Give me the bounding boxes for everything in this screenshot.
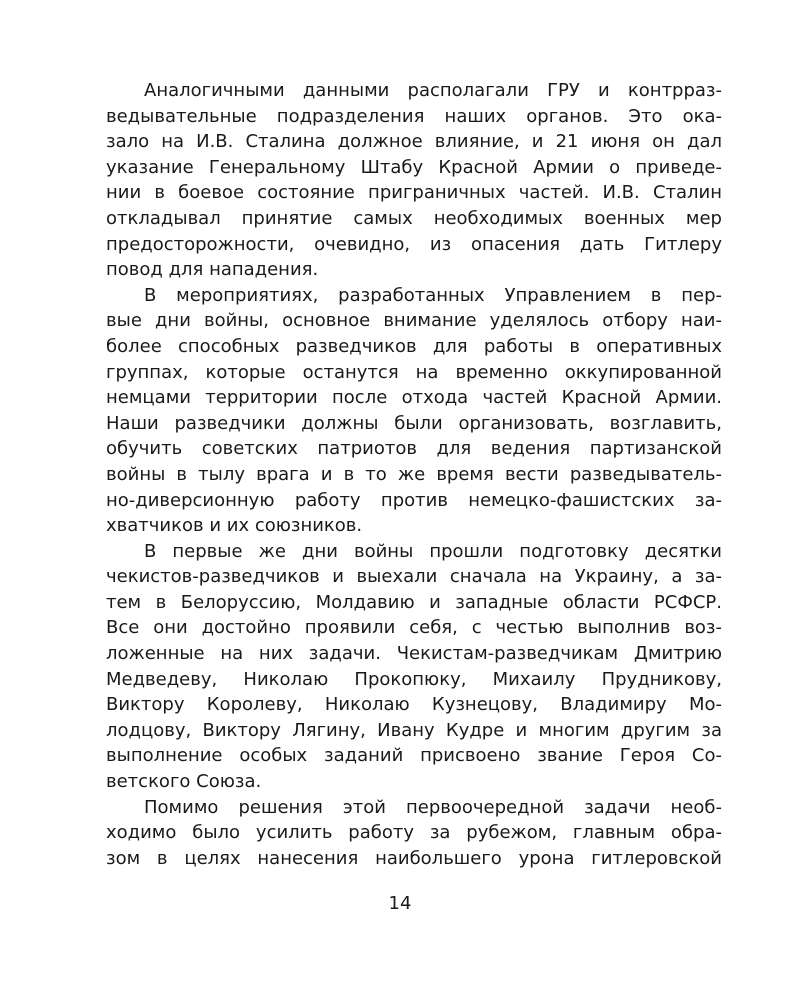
paragraph — [106, 283, 722, 539]
text-line: Аналогичными данными располагали ГРУ и контрраз- — [144, 80, 722, 101]
text-line: предосторожности, очевидно, из опасения дать Гитлеру — [106, 233, 722, 255]
page-number: 14 — [388, 893, 412, 914]
text-line: Виктору Королеву, Николаю Кузнецову, Владимиру Мо- — [106, 694, 722, 716]
text-line: более способных разведчиков для работы в оперативных — [106, 335, 722, 357]
text-line: чекистов-разведчиков и выехали сначала на Украину, а за- — [106, 566, 722, 588]
text-line: ложенные на них задачи. Чекистам-разведчикам Дмитрию — [106, 643, 722, 665]
text-line: немцами территории после отхода частей Красной Армии. — [106, 387, 722, 409]
text-line: В первые же дни войны прошли подготовку десятки — [144, 540, 722, 562]
text-line: выполнение особых заданий присвоено звание Героя Со- — [106, 745, 722, 767]
text-line: обучить советских патриотов для ведения партизанской — [106, 438, 722, 460]
paragraph — [106, 539, 722, 795]
body-text — [106, 78, 722, 871]
text-line: указание Генеральному Штабу Красной Армии о приведе- — [106, 156, 722, 178]
text-line: зом в целях нанесения наибольшего урона гитлеровской — [106, 847, 722, 869]
text-line: Наши разведчики должны были организовать, возглавить, — [106, 412, 722, 434]
text-line: но-диверсионную работу против немецко-фашистских за- — [106, 489, 722, 511]
text-line: повод для нападения. — [106, 259, 319, 281]
text-line: ветского Союза. — [106, 771, 262, 793]
text-line: Все они достойно проявили себя, с честью выполнив воз- — [106, 617, 722, 639]
text-line: Медведеву, Николаю Прокопюку, Михаилу Прудникову, — [106, 668, 722, 690]
text-line: лодцову, Виктору Лягину, Ивану Кудре и многим другим за — [106, 719, 722, 741]
paragraph — [106, 78, 722, 283]
text-line: нии в боевое состояние приграничных частей. И.В. Сталин — [106, 182, 722, 204]
paragraph — [106, 795, 722, 872]
text-line: тем в Белоруссию, Молдавию и западные области РСФСР. — [106, 591, 722, 613]
text-line: хватчиков и их союзников. — [106, 515, 363, 537]
text-line: ходимо было усилить работу за рубежом, главным обра- — [106, 822, 722, 844]
text-line: В мероприятиях, разработанных Управлением в пер- — [144, 284, 722, 306]
text-line: зало на И.В. Сталина должное влияние, и 21 июня он дал — [106, 131, 722, 153]
text-line: войны в тылу врага и в то же время вести разведыватель- — [106, 463, 722, 485]
text-line: ведывательные подразделения наших органов. Это ока- — [106, 105, 722, 127]
text-line: группах, которые останутся на временно оккупированной — [106, 361, 722, 383]
text-line: откладывал принятие самых необходимых военных мер — [106, 207, 722, 229]
text-line: Помимо решения этой первоочередной задачи необ- — [144, 796, 722, 818]
text-line: вые дни войны, основное внимание уделялось отбору наи- — [106, 310, 722, 332]
